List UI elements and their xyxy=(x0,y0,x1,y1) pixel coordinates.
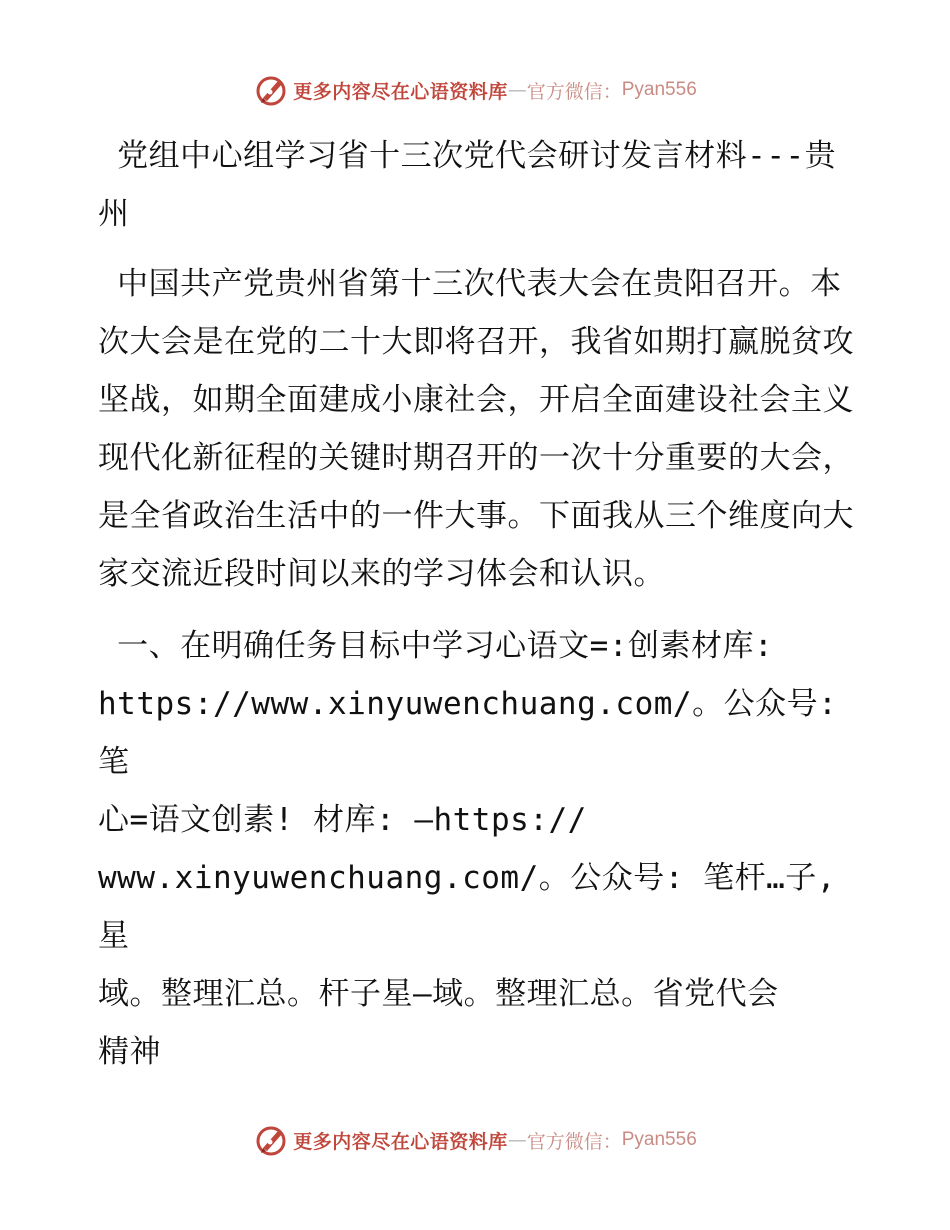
paragraph-intro: 中国共产党贵州省第十三次代表大会在贵阳召开。本次大会是在党的二十大即将召开，我省如期打赢脱贫攻坚战，如期全面建成小康社会，开启全面建设社会主义现代化新征程的关键时期召开的一次十分重要的大会，是全省政治生活中的一件大事。下面我从三个维度向大家交流近段时间以来的学习体会和认识。 xyxy=(98,266,854,592)
footer-wechat-label: 官方微信： xyxy=(526,1130,622,1153)
paragraph-section-one: 一、在明确任务目标中学习心语文=:创素材库: https://www.xinyuwenchuang.com/。公众号: 笔 心=语文创素! 材库: —https:// www.xinyuwenchuang.com/。公众号: 笔杆…子,星 域。整理汇总。杆子星—域。整理汇总。省党代会 精神 xyxy=(98,628,838,1070)
footer-wechat-id: Pyan556 xyxy=(621,1129,697,1150)
footer-banner-text: 更多内容尽在心语资料库 xyxy=(293,1130,508,1153)
pen-logo-icon xyxy=(253,72,289,108)
footer-banner-dash: — xyxy=(507,1129,527,1151)
footer-banner xyxy=(0,1120,950,1160)
document-title: 党组中心组学习省十三次党代会研讨发言材料---贵州 xyxy=(98,138,837,232)
header-banner-text: 更多内容尽在心语资料库 xyxy=(293,80,508,103)
header-wechat-id: Pyan556 xyxy=(621,79,697,100)
header-banner xyxy=(0,70,950,110)
header-wechat-label: 官方微信： xyxy=(526,80,622,103)
document-body xyxy=(98,127,854,1081)
pen-logo-icon xyxy=(253,1122,289,1158)
header-banner-dash: — xyxy=(507,79,527,101)
